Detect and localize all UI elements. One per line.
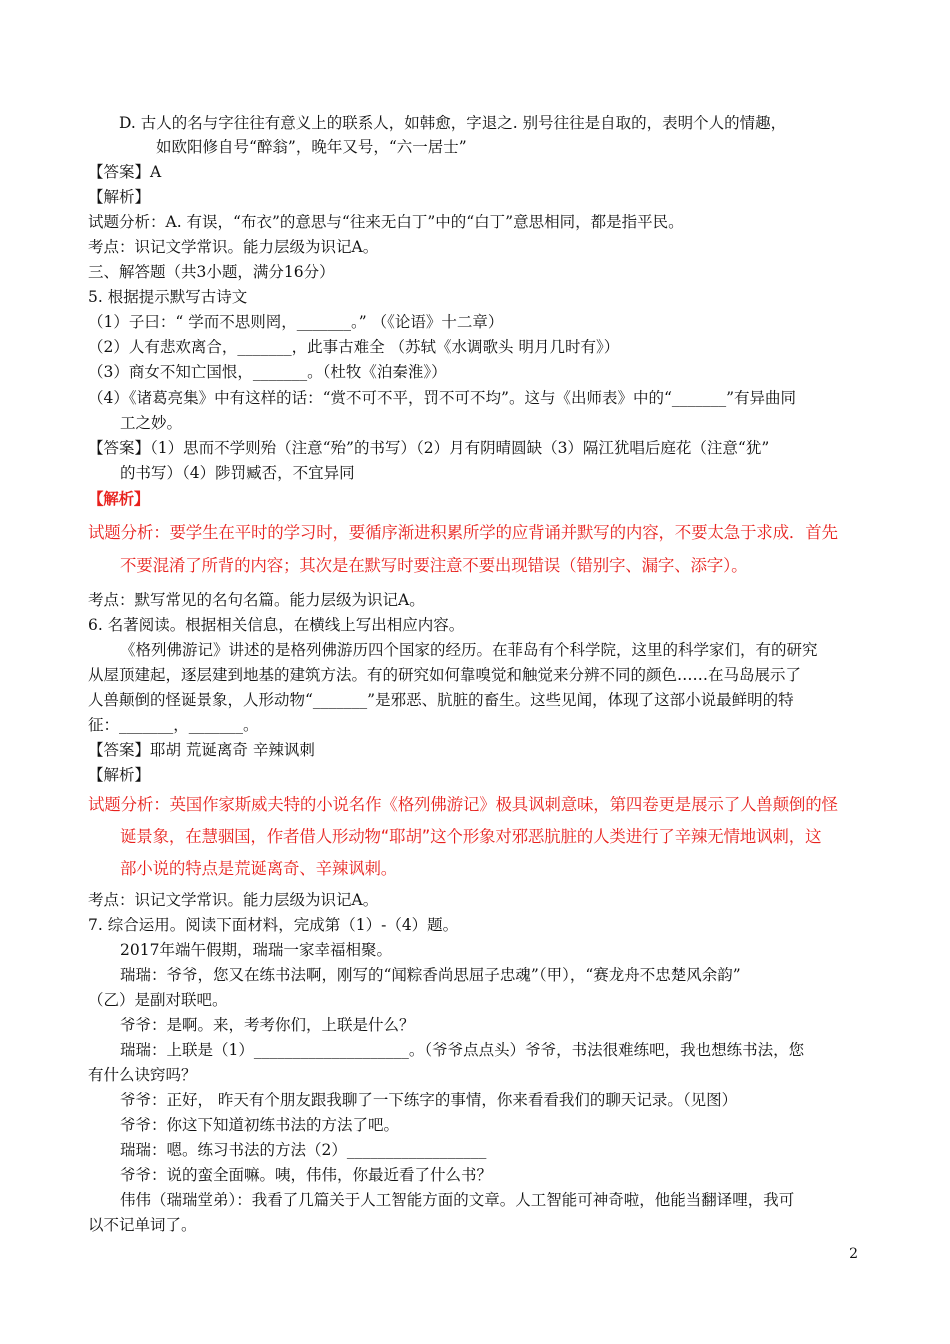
- q5-item-2: （2）人有悲欢离合，_______，此事古难全 （苏轼《水调歌头 明月几时有》）: [88, 338, 620, 356]
- q5-analysis-line2: 不要混淆了所背的内容；其次是在默写时要注意不要出现错误（错别字、漏字、添字）。: [120, 556, 748, 575]
- q6-passage-line4: 征：_______，_______。: [88, 716, 259, 734]
- section-heading: 三、解答题（共3小题，满分16分）: [88, 263, 335, 281]
- q7-line12: 以不记单词了。: [88, 1216, 197, 1234]
- q7-line8: 爷爷：你这下知道初练书法的方法了吧。: [120, 1116, 400, 1134]
- q5-item-4-line1: （4）《诸葛亮集》中有这样的话：“赏不可不平，罚不可不均”。这与《出师表》中的“_______”有异曲同: [88, 389, 797, 407]
- q7-line10: 爷爷：说的蛮全面嘛。咦，伟伟，你最近看了什么书？: [120, 1166, 493, 1184]
- question-7-title: 7. 综合运用。阅读下面材料，完成第（1）-（4）题。: [88, 916, 459, 934]
- analysis-label: 【解析】: [88, 188, 151, 206]
- question-5-title: 5. 根据提示默写古诗文: [88, 288, 248, 306]
- q7-line3: （乙）是副对联吧。: [88, 991, 228, 1009]
- q7-line9: 瑞瑞：嗯。练习书法的方法（2）__________________: [120, 1141, 487, 1159]
- q5-answer-line2: 的书写）（4）陟罚臧否，不宜异同: [120, 464, 355, 482]
- q5-item-1: （1）子曰：“ 学而不思则罔，_______。” （《论语》十二章）: [88, 313, 504, 331]
- q6-passage-line1: 《格列佛游记》讲述的是格列佛游历四个国家的经历。在菲岛有个科学院，这里的科学家们，有的研究: [120, 641, 818, 659]
- answer-label: 【答案】A: [88, 163, 162, 181]
- q5-answer-line1: 【答案】（1）思而不学则殆（注意“殆”的书写）（2）月有阴晴圆缺（3）隔江犹唱后庭花（注意“犹”: [88, 439, 770, 457]
- q7-line6: 有什么诀窍吗？: [88, 1066, 197, 1084]
- knowledge-point: 考点：识记文学常识。能力层级为识记A。: [88, 238, 379, 256]
- q7-line4: 爷爷：是啊。来，考考你们，上联是什么？: [120, 1016, 415, 1034]
- q6-analysis-line2: 诞景象，在慧骃国，作者借人形动物“耶胡”这个形象对邪恶肮脏的人类进行了辛辣无情地讽刺，这: [120, 827, 822, 846]
- q7-line2: 瑞瑞：爷爷，您又在练书法啊，刚写的“闻粽香尚思屈子忠魂”（甲），“赛龙舟不忠楚风余韵”: [120, 966, 741, 984]
- q6-answer: 【答案】耶胡 荒诞离奇 辛辣讽刺: [88, 741, 315, 759]
- q5-item-3: （3）商女不知亡国恨，_______。（杜牧《泊秦淮》）: [88, 363, 447, 381]
- q5-analysis-label: 【解析】: [88, 490, 150, 508]
- q7-line1: 2017年端午假期，瑞瑞一家幸福相聚。: [120, 941, 392, 959]
- page-number: 2: [849, 1246, 858, 1262]
- q6-analysis-label: 【解析】: [88, 766, 151, 784]
- option-d-line2: 如欧阳修自号“醉翁”，晚年又号，“六一居士”: [156, 138, 467, 156]
- q6-analysis-line1: 试题分析：英国作家斯威夫特的小说名作《格列佛游记》极具讽刺意味，第四卷更是展示了人兽颠倒的怪: [88, 795, 838, 814]
- q5-item-4-line2: 工之妙。: [120, 414, 183, 432]
- q6-knowledge-point: 考点：识记文学常识。能力层级为识记A。: [88, 891, 379, 909]
- q7-line11: 伟伟（瑞瑞堂弟）：我看了几篇关于人工智能方面的文章。人工智能可神奇啦，他能当翻译哩，我可: [120, 1191, 795, 1209]
- q5-knowledge-point: 考点：默写常见的名句名篇。能力层级为识记A。: [88, 591, 425, 609]
- option-d-line1: D. 古人的名与字往往有意义上的联系人，如韩愈，字退之. 别号往往是自取的，表明个人的情趣，: [119, 114, 787, 132]
- q5-analysis-line1: 试题分析：要学生在平时的学习时，要循序渐进积累所学的应背诵并默写的内容，不要太急于求成．首先: [88, 523, 838, 542]
- analysis-text: 试题分析：A. 有误，“布衣”的意思与“往来无白丁”中的“白丁”意思相同，都是指平民。: [88, 213, 684, 231]
- q7-line5: 瑞瑞：上联是（1）____________________。（爷爷点点头）爷爷，书法很难练吧，我也想练书法，您: [120, 1041, 805, 1059]
- q6-passage-line3: 人兽颠倒的怪诞景象，人形动物“_______”是邪恶、肮脏的畜生。这些见闻，体现了这部小说最鲜明的特: [88, 691, 794, 709]
- q6-analysis-line3: 部小说的特点是荒诞离奇、辛辣讽刺。: [120, 859, 398, 878]
- q6-passage-line2: 从屋顶建起，逐层建到地基的建筑方法。有的研究如何靠嗅觉和触觉来分辨不同的颜色……在马岛展示了: [88, 666, 802, 684]
- q7-line7: 爷爷：正好， 昨天有个朋友跟我聊了一下练字的事情，你来看看我们的聊天记录。（见图）: [120, 1091, 738, 1109]
- question-6-title: 6. 名著阅读。根据相关信息，在横线上写出相应内容。: [88, 616, 465, 634]
